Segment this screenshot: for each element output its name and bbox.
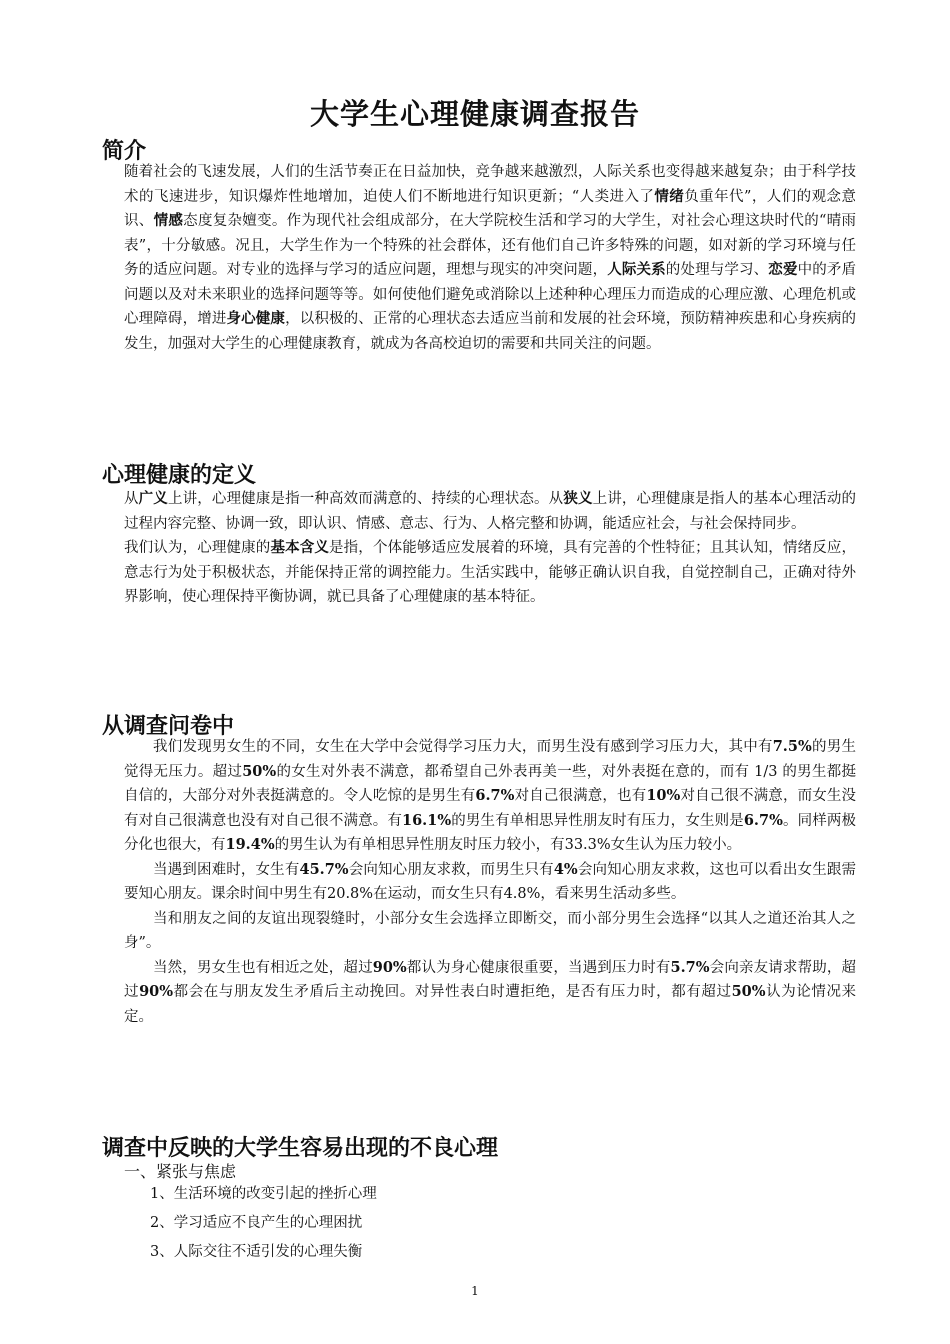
bold-number: 50%	[731, 983, 766, 1000]
text-run: 态度复杂嬗变。作为现代社会组成部分，在大学院校生活和学习的大学生，对社会心理这块时代的“晴雨表”，十分敏感。况且，大学生作为一个特殊的社会群体，还有他们自己许多特殊的问题，如对新的学习环境与任务的适应问题。对专业的选择与学习的适应问题，理想与现实的冲突问题，	[124, 213, 856, 278]
subheading-tension-anxiety: 一、紧张与焦虑	[124, 1162, 237, 1181]
bold-term: 人际关系	[607, 261, 666, 278]
text-run: 会向知心朋友求救，这也可以看出女生跟需要知心朋友。课余时间中男生有	[124, 861, 857, 902]
text-run: 会向亲友请求帮助，超过	[124, 959, 857, 1000]
text-run: 的处理与学习、	[665, 262, 769, 278]
page-number: 1	[471, 1284, 479, 1298]
intro-paragraph	[124, 160, 856, 356]
bold-number: 45.7%	[299, 860, 349, 878]
text-run: 对自己很满意，也有	[514, 788, 647, 804]
list-item: 1、生活环境的改变引起的挫折心理	[150, 1186, 377, 1202]
text-run: 上讲，心理健康是指一种高效而满意的、持续的心理状态。从	[167, 491, 564, 507]
text-run: 在运动，而女生只有	[373, 886, 504, 902]
text-run: 当然，男女生也有相近之处，超过	[153, 959, 373, 976]
text-run: 当遇到困难时，女生有	[153, 861, 300, 878]
bold-term: 恋爱	[768, 261, 798, 278]
survey-paragraph-4	[124, 956, 856, 1030]
text-run: 是指，个体能够适应发展着的环境，具有完善的个性特征；且其认知，情绪反应，意志行为处于积极状态，并能保持正常的调控能力。生活实践中，能够正确认识自我，自觉控制自己，正确对待外界影响，使心理保持平衡协调，就已具备了心理健康的基本特征。	[124, 540, 857, 605]
definition-text	[124, 487, 856, 610]
bold-term: 基本含义	[270, 539, 330, 556]
definition-paragraph-2	[124, 536, 856, 610]
bold-number: 50%	[242, 762, 277, 780]
bold-number: 16.1%	[402, 811, 452, 829]
bold-number: 5.7%	[670, 958, 710, 976]
text-run: 的男生认为有单相思异性朋友时压力较小，有	[274, 837, 565, 853]
survey-paragraph-2	[124, 858, 856, 907]
text-run: 都认为身心健康很重要，当遇到压力时有	[406, 959, 671, 976]
text-run: ，看来男生活动多些。	[540, 886, 686, 902]
list-item: 2、学习适应不良产生的心理困扰	[150, 1215, 363, 1231]
text-run: 会向知心朋友求救，而男生只有	[348, 861, 554, 878]
text-run: 。同样两极分化也很大，有	[124, 812, 857, 853]
section-heading-problems: 调查中反映的大学生容易出现的不良心理	[102, 1136, 499, 1161]
text-run: 随着社会的飞速发展，人们的生活节奏正在日益加快，竞争越来越激烈，人际关系也变得越来越复杂；由于科学技术的飞速进步，知识爆炸性地增加，迫使人们不断地进行知识更新；“人类进入了	[124, 164, 856, 205]
list-item: 3、人际交往不适引发的心理失衡	[150, 1244, 363, 1260]
bold-number: 7.5%	[772, 738, 812, 755]
text-run: 我们认为，心理健康的	[124, 540, 271, 556]
bold-number: 19.4%	[225, 836, 275, 853]
bold-term: 情感	[153, 212, 184, 229]
section-heading-intro: 简介	[102, 139, 147, 164]
survey-paragraph-3: 当和朋友之间的友谊出现裂缝时，小部分女生会选择立即断交，而小部分男生会选择“以其人之道还治其人之身”。	[124, 910, 856, 951]
survey-text	[124, 735, 856, 1029]
section-heading-survey: 从调查问卷中	[102, 714, 235, 739]
number: 4.8%	[503, 886, 541, 902]
document-title: 大学生心理健康调查报告	[309, 97, 640, 131]
text-run: 我们发现男女生的不同，女生在大学中会觉得学习压力大，而男生没有感到学习压力大，其中有	[153, 739, 773, 755]
bold-number: 10%	[646, 787, 681, 804]
text-run: 女生认为压力较小。	[610, 837, 742, 853]
text-run: 负重年代”，人们的观念意识、	[124, 188, 856, 229]
text-run: 上讲，心理健康是指人的基本心理活动的过程内容完整、协调一致，即认识、情感、意志、行为、人格完整和协调，能适应社会，与社会保持同步。	[124, 491, 857, 532]
text-run: 的男生觉得无压力。超过	[124, 739, 856, 780]
intro-text	[124, 160, 856, 356]
text-run: 都会在与朋友发生矛盾后主动挽回。对异性表白时遭拒绝，是否有压力时，都有超过	[173, 984, 732, 1000]
bold-number: 6.7%	[475, 787, 515, 804]
section-heading-definition: 心理健康的定义	[102, 463, 257, 488]
text-run: 认为论情况来定。	[124, 984, 857, 1025]
bold-number: 90%	[139, 983, 174, 1000]
bold-number: 6.7%	[743, 811, 783, 829]
number: 20.8%	[327, 886, 374, 902]
text-run: ，以积极的、正常的心理状态去适应当前和发展的社会环境，预防精神疾患和心身疾病的发生，加强对大学生的心理健康教育，就成为各高校迫切的需要和共同关注的问题。	[124, 311, 857, 352]
bold-term: 狭义	[563, 490, 593, 507]
bold-number: 4%	[553, 860, 578, 878]
problem-list	[150, 1180, 377, 1267]
bold-term: 广义	[138, 490, 168, 507]
text-run: 的男生有单相思异性朋友时有压力，女生则是	[451, 812, 744, 829]
text-run: 的女生对外表不满意，都希望自己外表再美一些，对外表挺在意的，而有 1/3 的男生都挺自信的，大部分对外表挺满意的。令人吃惊的是男生有	[124, 763, 856, 804]
number: 33.3%	[564, 837, 611, 853]
bold-term: 情绪	[654, 187, 685, 205]
bold-term: 身心健康	[226, 310, 286, 327]
text-run: 对自己很不满意，而女生没有对自己很满意也没有对自己很不满意。有	[124, 788, 857, 829]
text-run: 中的矛盾问题以及对未来职业的选择问题等等。如何使他们避免或消除以上述种种心理压力而造成的心理应激、心理危机或心理障碍，增进	[124, 262, 857, 327]
survey-paragraph-1	[124, 735, 856, 858]
bold-number: 90%	[372, 958, 407, 976]
text-run: 从	[124, 491, 139, 507]
definition-paragraph-1	[124, 487, 856, 536]
